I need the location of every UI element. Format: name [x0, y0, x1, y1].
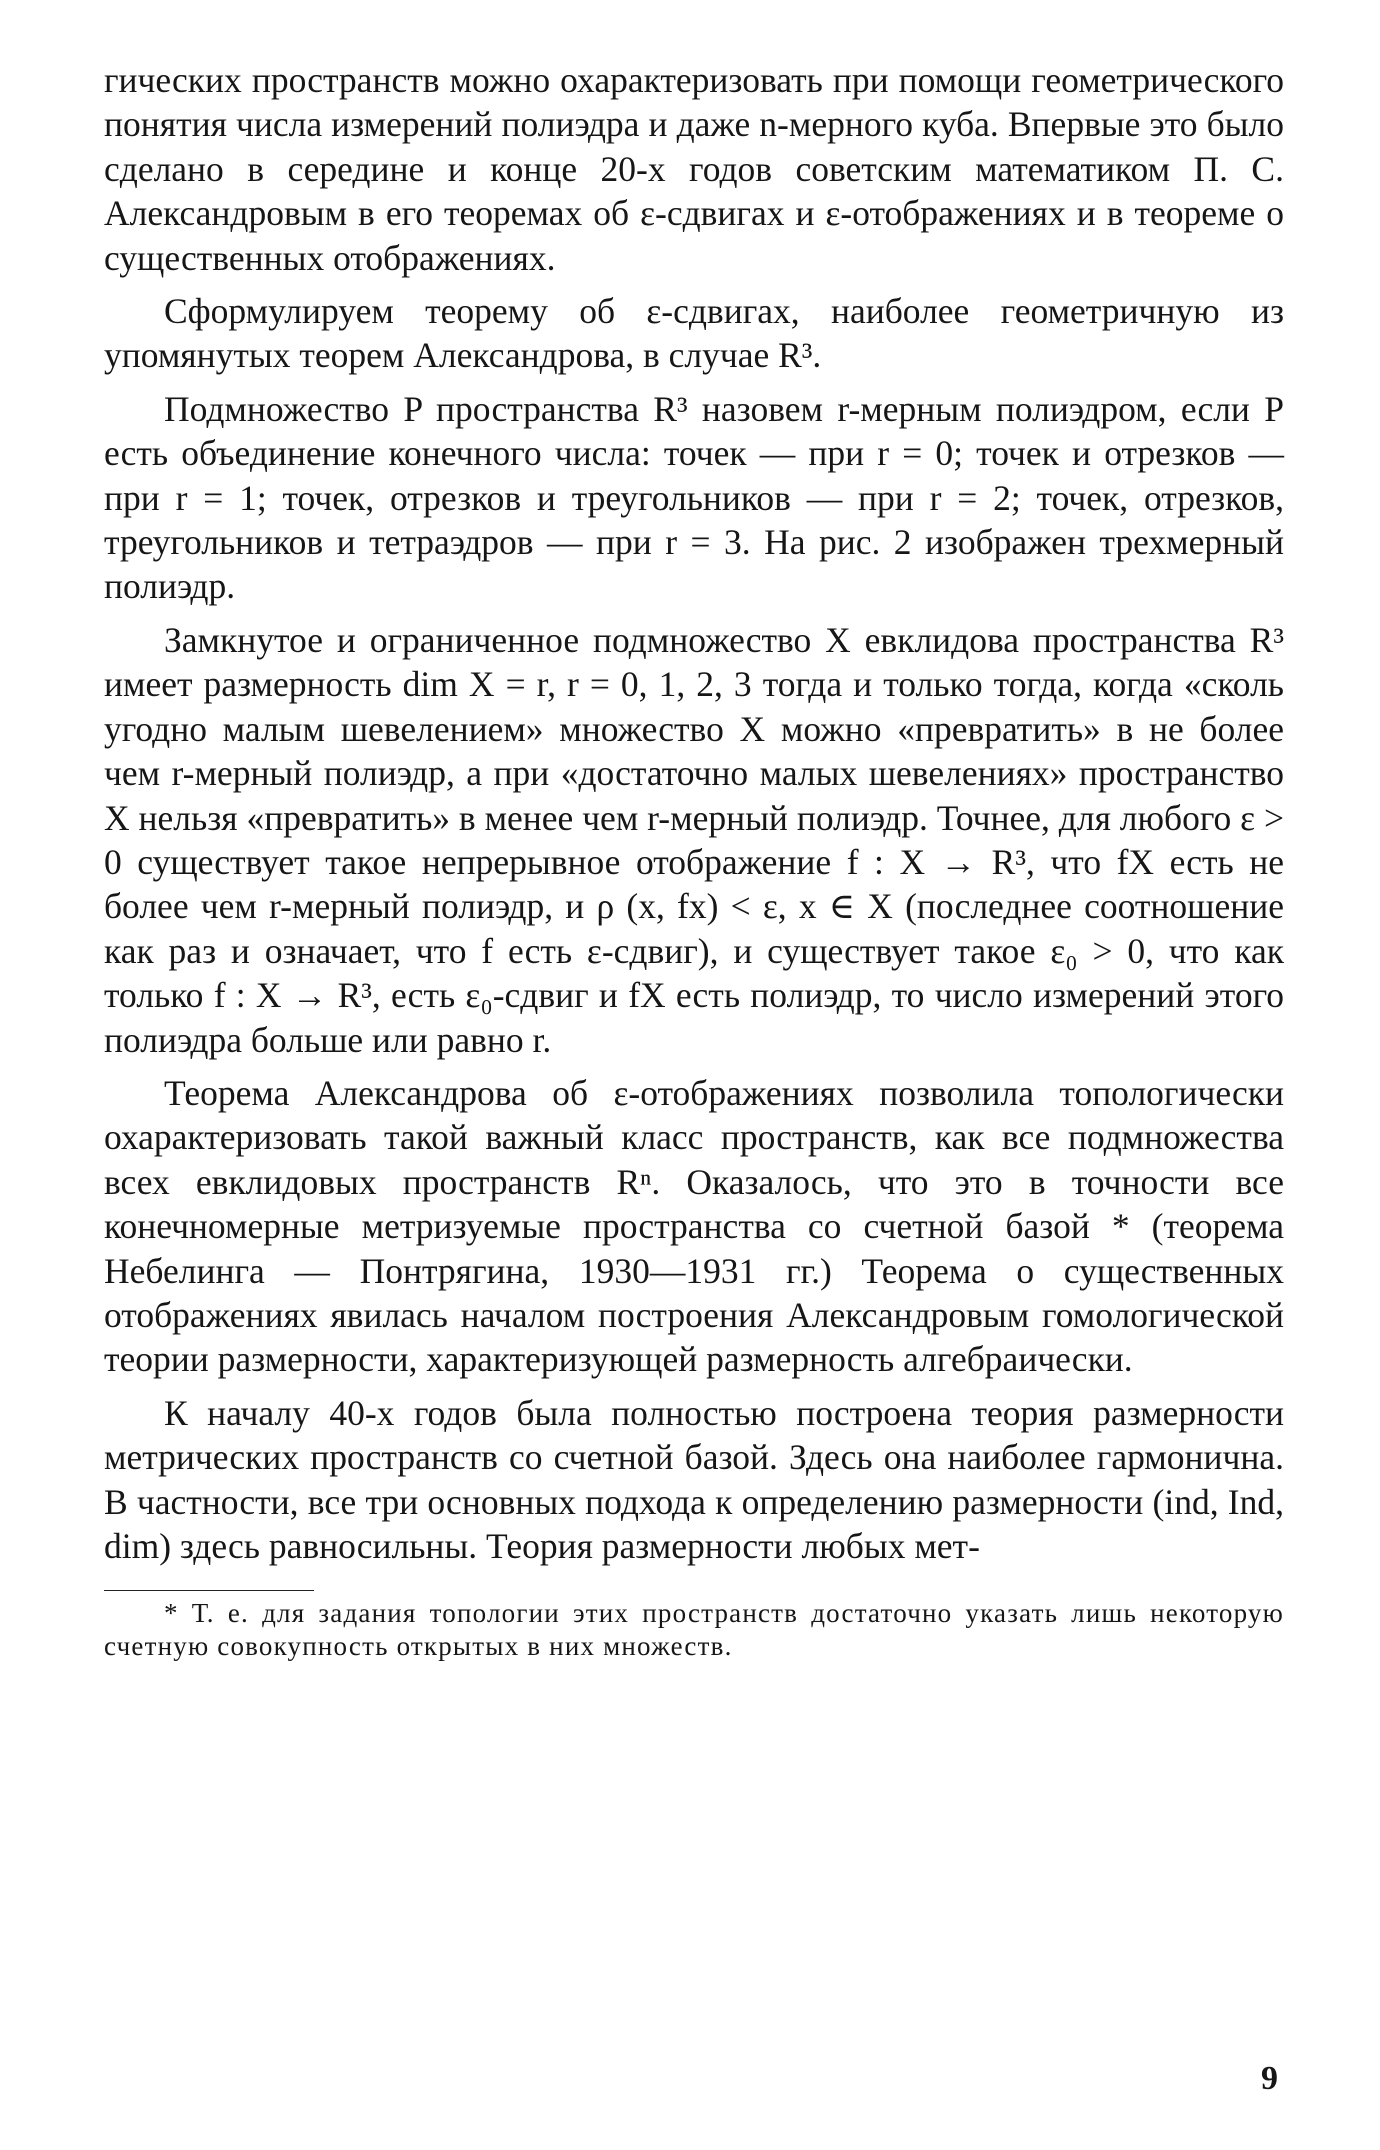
paragraph-6: К началу 40-х годов была полностью построена теория размерности метрических пространств со счетной базой. Здесь она наиболее гармонична. В частности, все три основных подхода к определению размерности (ind, Ind, dim) здесь равносильны. Теория размерности любых мет-: [104, 1392, 1284, 1566]
paragraph-5: Теорема Александрова об ε-отображениях позволила топологически охарактеризовать такой важный класс пространств, как все подмножества всех евклидовых пространств Rⁿ. Оказалось, что это в точности все конечномерные метризуемые пространства со счетной базой * (теорема Небелинга — Понтрягина, 1930—1931 гг.) Теорема о существенных отображениях явилась началом построения Александровым гомологической теории размерности, характеризующей размерность алгебраически.: [104, 1072, 1284, 1380]
paragraph-2: Сформулируем теорему об ε-сдвигах, наиболее геометричную из упомянутых теорем Александрова, в случае R³.: [104, 291, 1284, 376]
page-body: [104, 58, 1284, 1663]
footnote: * Т. е. для задания топологии этих пространств достаточно указать лишь некоторую счетную совокупность открытых в них множеств.: [104, 1598, 1284, 1662]
paragraph-1: гических пространств можно охарактеризовать при помощи геометрического понятия числа измерений полиэдра и даже n-мерного куба. Впервые это было сделано в середине и конце 20-х годов советским математиком П. С. Александровым в его теоремах об ε-сдвигах и ε-отображениях и в теореме о существенных отображениях.: [104, 60, 1284, 278]
footnote-divider: [104, 1590, 314, 1591]
paragraph-4: Замкнутое и ограниченное подмножество X евклидова пространства R³ имеет размерность dim X = r, r = 0, 1, 2, 3 тогда и только тогда, когда «сколь угодно малым шевелением» множество X можно «превратить» в не более чем r-мерный полиэдр, а при «достаточно малых шевелениях» пространство X нельзя «превратить» в менее чем r-мерный полиэдр. Точнее, для любого ε > 0 существует такое непрерывное отображение f : X → R³, что fX есть не более чем r-мерный полиэдр, и ρ (x, fx) < ε, x ∈ X (последнее соотношение как раз и означает, что f есть ε-сдвиг), и существует такое ε₀ > 0, что как только f : X → R³, есть ε₀-сдвиг и fX есть полиэдр, то число измерений этого полиэдра больше или равно r.: [104, 619, 1284, 1060]
paragraph-3: Подмножество P пространства R³ назовем r-мерным полиэдром, если P есть объединение конечного числа: точек — при r = 0; точек и отрезков — при r = 1; точек, отрезков и треугольников — при r = 2; точек, отрезков, треугольников и тетраэдров — при r = 3. На рис. 2 изображен трехмерный полиэдр.: [104, 388, 1284, 607]
page-number: 9: [1261, 2060, 1278, 2097]
